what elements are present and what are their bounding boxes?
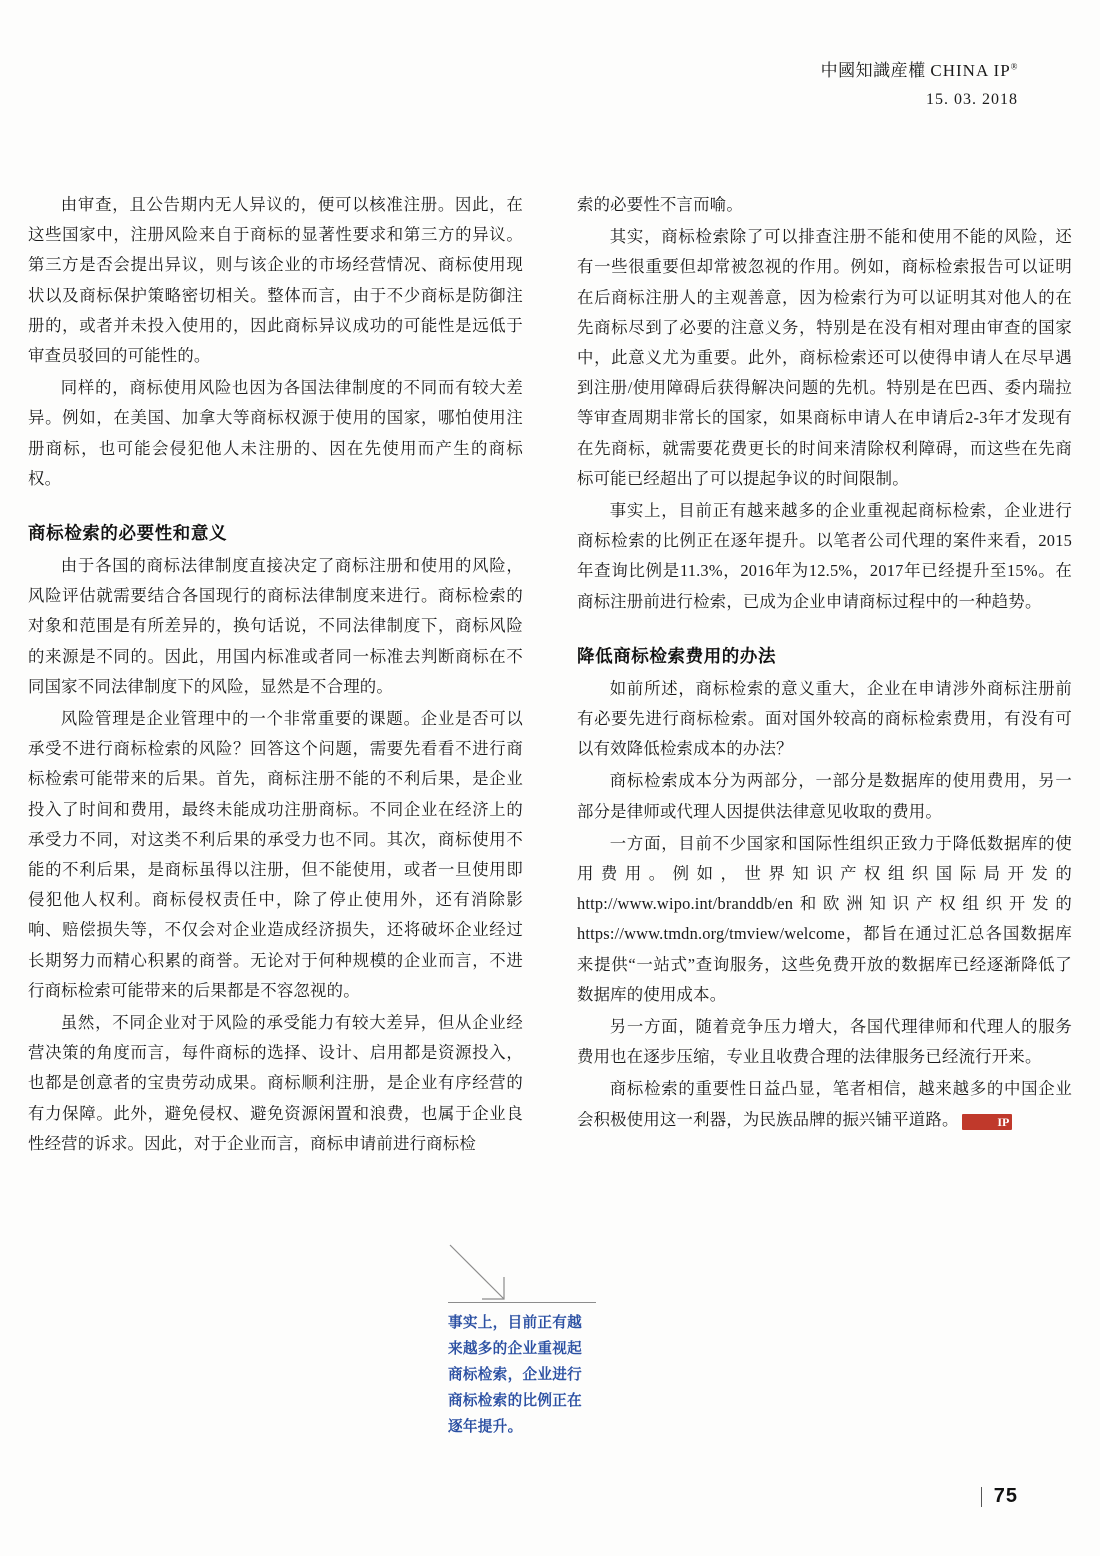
footer-divider <box>981 1487 982 1507</box>
section-heading-cost-reduction: 降低商标检索费用的办法 <box>577 645 777 666</box>
registered-mark-icon: ® <box>1010 61 1018 72</box>
pullquote-corner-rule <box>448 1243 508 1303</box>
journal-title-en: CHINA IP <box>930 61 1011 80</box>
paragraph: 虽然，不同企业对于风险的承受能力有较大差异，但从企业经营决策的角度而言，每件商标的选择、设计、启用都是资源投入，也都是创意者的宝贵劳动成果。商标顺利注册，是企业有序经营的有力保障。此外，避免侵权、避免资源闲置和浪费，也属于企业良性经营的诉求。因此，对于企业而言，商标申请前进行商标检 <box>28 1013 523 1153</box>
paragraph: 其实，商标检索除了可以排查注册不能和使用不能的风险，还有一些很重要但却常被忽视的作用。例如，商标检索报告可以证明在后商标注册人的主观善意，因为检索行为可以证明其对他人的在先商标尽到了必要的注意义务，特别是在没有相对理由审查的国家中，此意义尤为重要。此外，商标检索还可以使得申请人在尽早遇到注册/使用障碍后获得解决问题的先机。特别是在巴西、委内瑞拉等审查周期非常长的国家，如果商标申请人在申请后2-3年才发现有在先商标，就需要花费更长的时间来清除权利障碍，而这些在先商标可能已经超出了可以提起争议的时间限制。 <box>577 227 1072 488</box>
paragraph: 事实上，目前正有越来越多的企业重视起商标检索，企业进行商标检索的比例正在逐年提升。以笔者公司代理的案件来看，2015年查询比例是11.3%，2016年为12.5%，2017年已经提升至15%。在商标注册前进行检索，已成为企业申请商标过程中的一种趋势。 <box>577 501 1072 611</box>
journal-title <box>821 58 1018 84</box>
final-paragraph-text: 商标检索的重要性日益凸显，笔者相信，越来越多的中国企业会积极使用这一利器，为民族品牌的振兴铺平道路。 <box>577 1079 1072 1129</box>
paragraph: 商标检索成本分为两部分，一部分是数据库的使用费用，另一部分是律师或代理人因提供法律意见收取的费用。 <box>577 771 1072 821</box>
paragraph: 另一方面，随着竞争压力增大，各国代理律师和代理人的服务费用也在逐步压缩，专业且收费合理的法律服务已经流行开来。 <box>577 1017 1072 1067</box>
page-header <box>821 58 1018 112</box>
final-paragraph <box>577 1074 1072 1134</box>
paragraph: 索的必要性不言而喻。 <box>577 195 743 214</box>
paragraph-with-urls: 一方面，目前不少国家和国际性组织正致力于降低数据库的使用费用。例如，世界知识产权组织国际局开发的http://www.wipo.int/branddb/en和欧洲知识产权组织开发的https://www.tmdn.org/tmview/welcome，都旨在通过汇总各国数据库来提供“一站式”查询服务，这些免费开放的数据库已经逐渐降低了数据库的使用成本。 <box>577 833 1072 1004</box>
paragraph: 同样的，商标使用风险也因为各国法律制度的不同而有较大差异。例如，在美国、加拿大等商标权源于使用的国家，哪怕使用注册商标，也可能会侵犯他人未注册的、因在先使用而产生的商标权。 <box>28 378 523 488</box>
paragraph: 如前所述，商标检索的意义重大，企业在申请涉外商标注册前有必要先进行商标检索。面对国外较高的商标检索费用，有没有可以有效降低检索成本的办法？ <box>577 678 1072 759</box>
pullquote-divider <box>448 1302 596 1303</box>
issue-date: 15. 03. 2018 <box>926 90 1018 108</box>
article-body <box>28 190 1072 1161</box>
section-heading-search-necessity: 商标检索的必要性和意义 <box>28 523 228 544</box>
paragraph: 由审查，且公告期内无人异议的，便可以核准注册。因此，在这些国家中，注册风险来自于商标的显著性要求和第三方的异议。第三方是否会提出异议，则与该企业的市场经营情况、商标使用现状以及商标保护策略密切相关。整体而言，由于不少商标是防御注册的，或者并未投入使用的，因此商标异议成功的可能性是远低于审查员驳回的可能性的。 <box>28 195 523 366</box>
right-column <box>577 190 1072 1161</box>
page-footer <box>981 1485 1018 1508</box>
left-column <box>28 190 523 1161</box>
journal-title-cn: 中國知識産權 <box>820 61 926 80</box>
paragraph: 由于各国的商标法律制度直接决定了商标注册和使用的风险，风险评估就需要结合各国现行的商标法律制度来进行。商标检索的对象和范围是有所差异的，换句话说，不同法律制度下，商标风险的来源是不同的。因此，用国内标准或者同一标准去判断商标在不同国家不同法律制度下的风险，显然是不合理的。 <box>28 556 523 696</box>
paragraph: 风险管理是企业管理中的一个非常重要的课题。企业是否可以承受不进行商标检索的风险？回答这个问题，需要先看看不进行商标检索可能带来的后果。首先，商标注册不能的不利后果，是企业投入了时间和费用，最终未能成功注册商标。不同企业在经济上的承受力不同，对这类不利后果的承受力也不同。其次，商标使用不能的不利后果，是商标虽得以注册，但不能使用，或者一旦使用即侵犯他人权利。商标侵权责任中，除了停止使用外，还有消除影响、赔偿损失等，不仅会对企业造成经济损失，还将破坏企业经过长期努力而精心积累的商誉。无论对于何种规模的企业而言，不进行商标检索可能带来的后果都是不容忽视的。 <box>28 709 523 1000</box>
end-mark-icon: IP <box>962 1114 1013 1130</box>
pullquote: 事实上，目前正有越来越多的企业重视起商标检索，企业进行商标检索的比例正在逐年提升。 <box>448 1315 583 1435</box>
page-number: 75 <box>993 1485 1018 1507</box>
